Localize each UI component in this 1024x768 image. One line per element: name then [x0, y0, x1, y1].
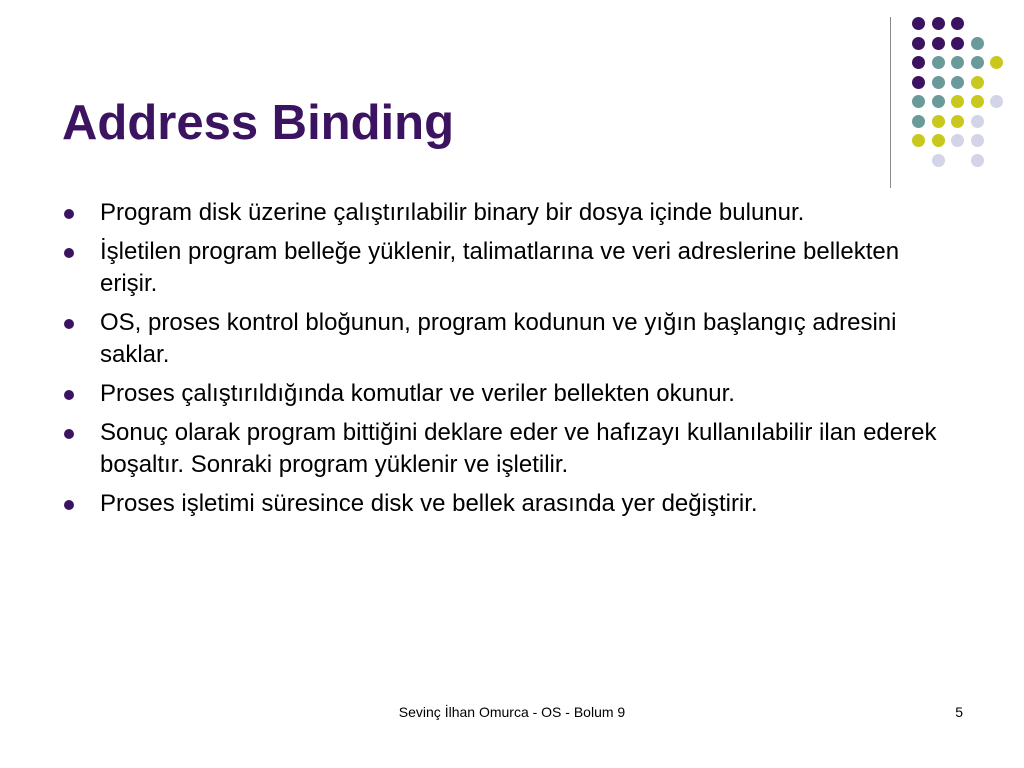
- bullet-icon: [64, 319, 74, 329]
- bullet-icon: [64, 248, 74, 258]
- decorative-dot-yellow: [990, 56, 1003, 69]
- bullet-item: [62, 197, 942, 229]
- decorative-dot-purple: [912, 17, 925, 30]
- bullet-text: İşletilen program belleğe yüklenir, talimatlarına ve veri adreslerine bellekten erişir.: [100, 238, 900, 297]
- bullet-item: [62, 307, 942, 371]
- slide-title: Address Binding: [62, 96, 455, 150]
- bullet-icon: [64, 429, 74, 439]
- bullet-text: Sonuç olarak program bittiğini deklare eder ve hafızayı kullanılabilir ilan ederek boşaltır. Sonraki program yüklenir ve işletilir.: [100, 419, 937, 478]
- slide-page-number: 5: [955, 704, 963, 720]
- bullet-text: OS, proses kontrol bloğunun, program kodunun ve yığın başlangıç adresini saklar.: [100, 309, 897, 368]
- decorative-dot-yellow: [932, 134, 945, 147]
- bullet-icon: [64, 209, 74, 219]
- title-divider-line: [890, 17, 891, 188]
- decorative-dot-purple: [912, 76, 925, 89]
- bullet-text: Proses işletimi süresince disk ve bellek arasında yer değiştirir.: [100, 490, 758, 517]
- decorative-dot-purple: [932, 37, 945, 50]
- decorative-dot-yellow: [971, 95, 984, 108]
- decorative-dot-teal: [971, 56, 984, 69]
- decorative-dot-teal: [932, 76, 945, 89]
- decorative-dot-lavender: [990, 95, 1003, 108]
- decorative-dot-teal: [912, 95, 925, 108]
- bullet-item: [62, 378, 942, 410]
- bullet-text: Program disk üzerine çalıştırılabilir binary bir dosya içinde bulunur.: [100, 199, 805, 226]
- bullet-icon: [64, 500, 74, 510]
- decorative-dot-teal: [932, 95, 945, 108]
- decorative-dot-yellow: [951, 95, 964, 108]
- decorative-dot-teal: [932, 56, 945, 69]
- decorative-dot-purple: [951, 17, 964, 30]
- decorative-dot-lavender: [971, 154, 984, 167]
- decorative-dot-lavender: [951, 134, 964, 147]
- decorative-dot-teal: [971, 37, 984, 50]
- bullet-item: [62, 236, 942, 300]
- decorative-dot-yellow: [951, 115, 964, 128]
- decorative-dot-purple: [912, 56, 925, 69]
- decorative-dot-lavender: [971, 115, 984, 128]
- decorative-dot-teal: [951, 56, 964, 69]
- bullet-item: [62, 488, 942, 520]
- bullet-item: [62, 417, 942, 481]
- decorative-dot-teal: [951, 76, 964, 89]
- decorative-dot-lavender: [932, 154, 945, 167]
- decorative-dot-purple: [951, 37, 964, 50]
- decorative-dot-purple: [932, 17, 945, 30]
- bullet-list: [62, 197, 942, 527]
- decorative-dot-yellow: [932, 115, 945, 128]
- bullet-icon: [64, 390, 74, 400]
- decorative-dot-yellow: [971, 76, 984, 89]
- bullet-text: Proses çalıştırıldığında komutlar ve veriler bellekten okunur.: [100, 380, 735, 407]
- decorative-dot-yellow: [912, 134, 925, 147]
- slide-footer: Sevinç İlhan Omurca - OS - Bolum 9: [398, 704, 626, 720]
- decorative-dot-lavender: [971, 134, 984, 147]
- decorative-dot-purple: [912, 37, 925, 50]
- decorative-dot-teal: [912, 115, 925, 128]
